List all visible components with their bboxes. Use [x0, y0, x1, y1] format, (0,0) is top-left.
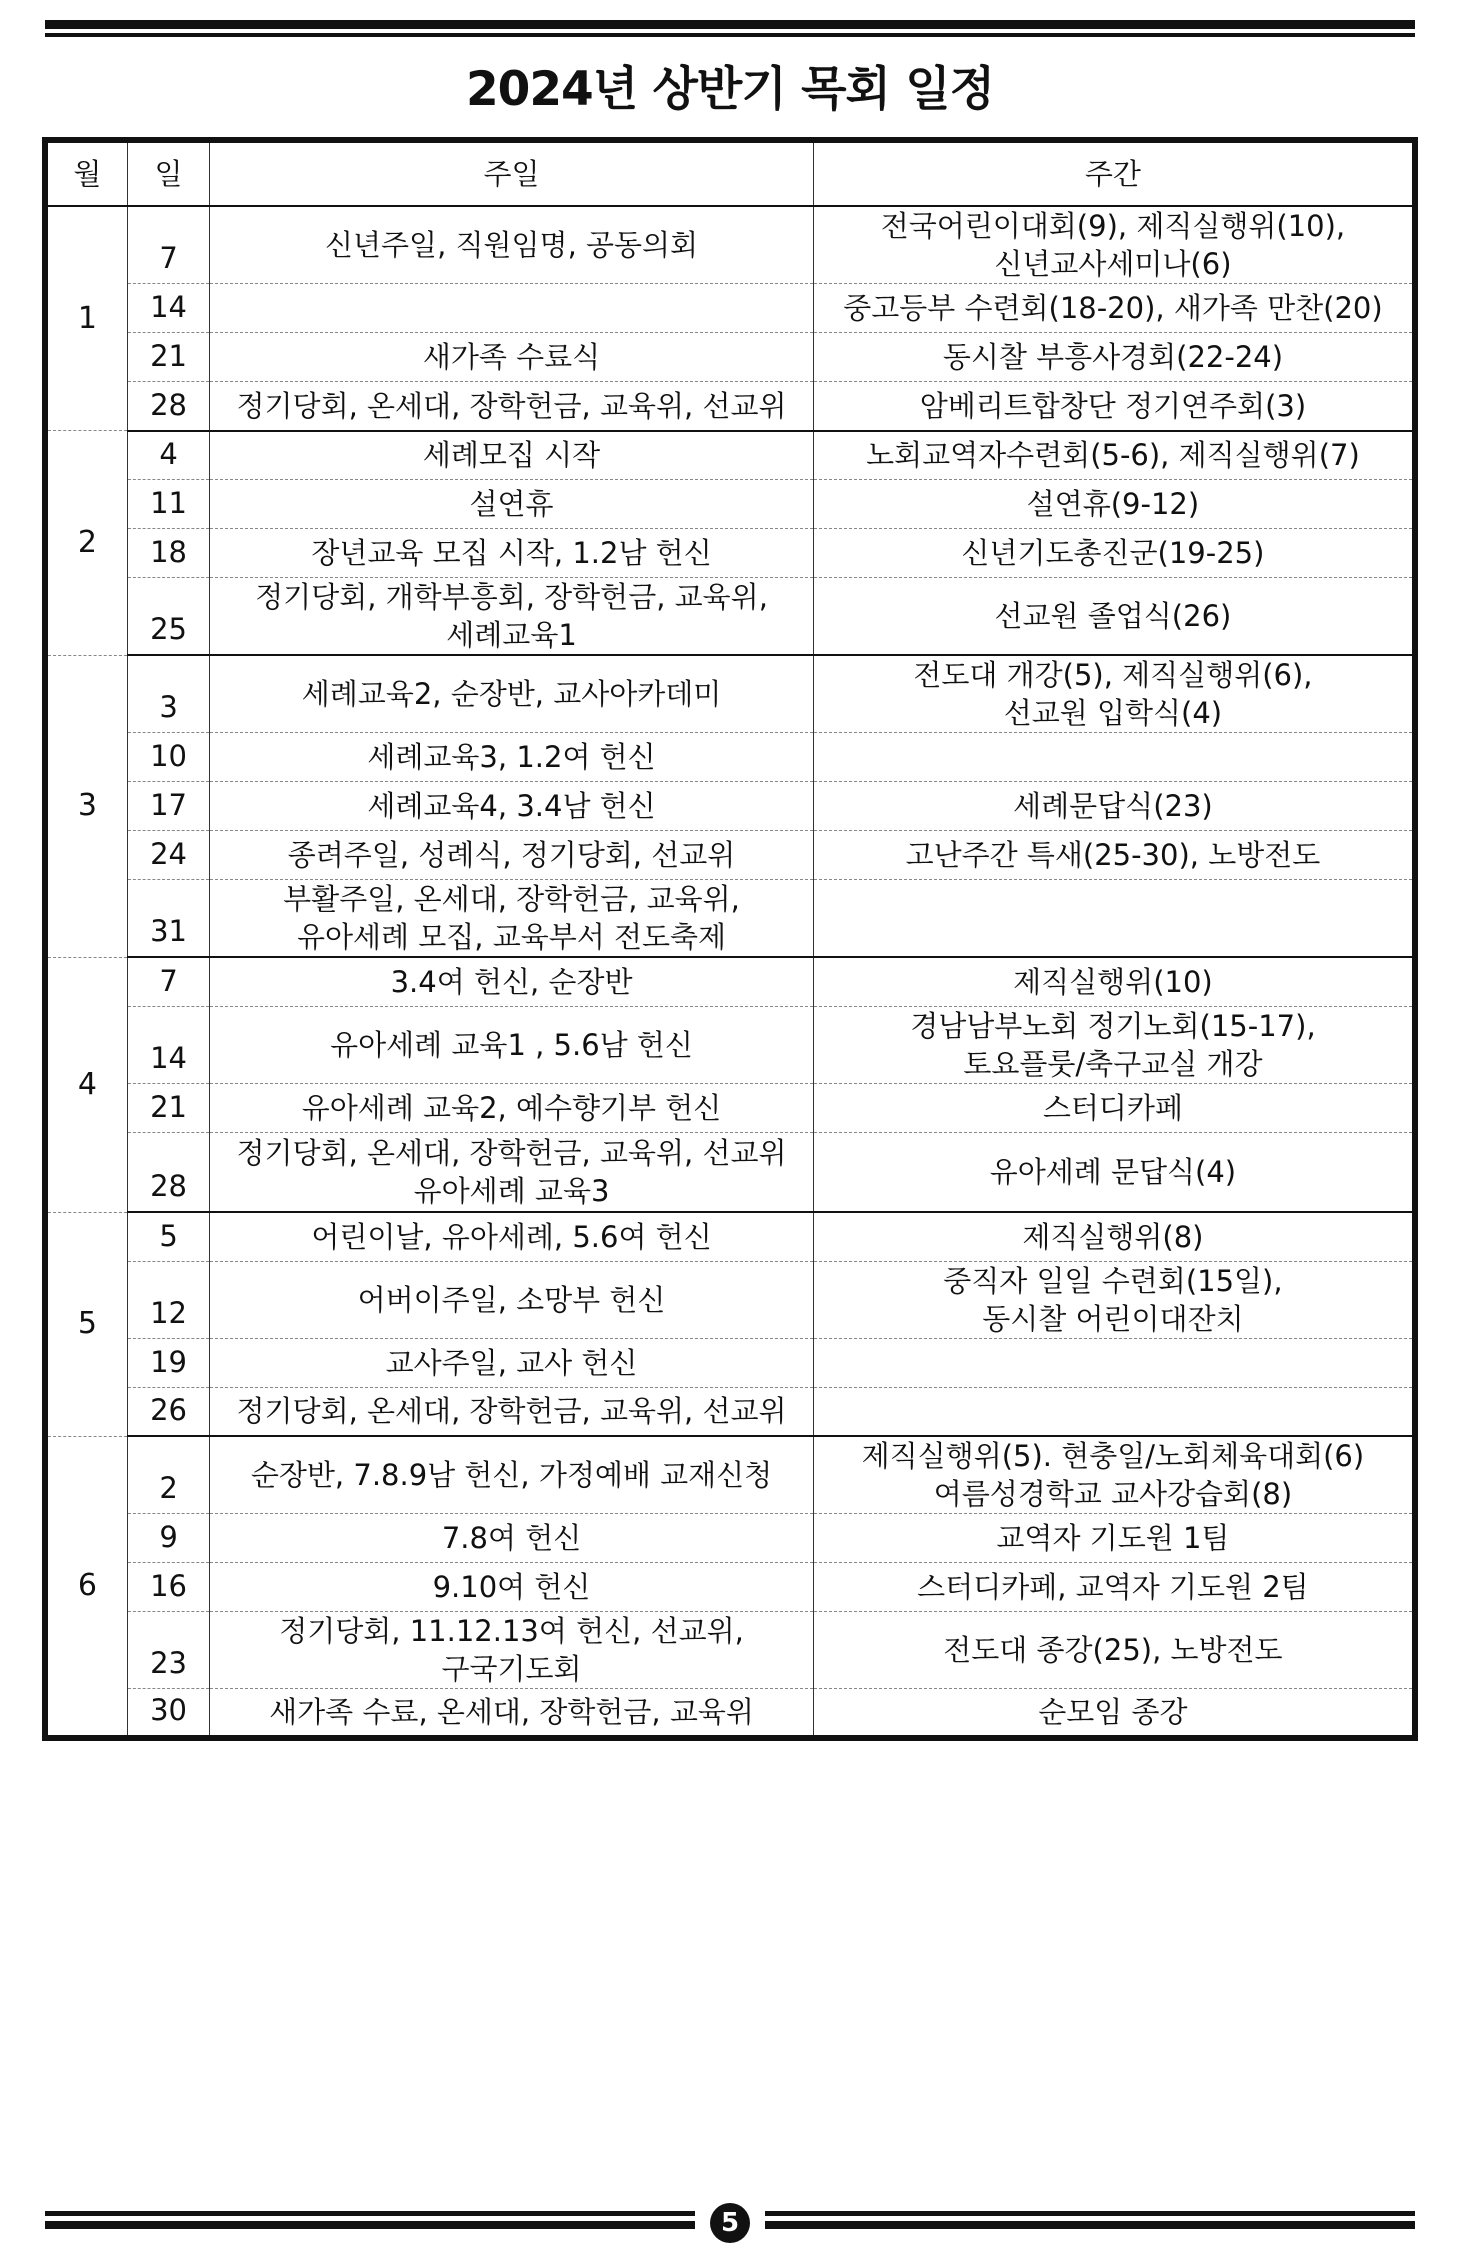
- day-cell-text: 19: [150, 1344, 187, 1379]
- day-cell: [127, 1132, 209, 1212]
- day-cell: [127, 880, 209, 958]
- day-cell: [127, 206, 209, 284]
- day-cell-text: 7: [159, 241, 178, 275]
- schedule-row: [45, 880, 1415, 958]
- sunday-events-cell: [210, 1338, 814, 1387]
- sunday-events-cell-text: 7.8여 헌신: [441, 1521, 582, 1555]
- day-cell: [127, 480, 209, 529]
- schedule-row: [45, 1689, 1415, 1738]
- weekday-events-cell-text: 동시찰 부흥사경회(22-24): [942, 340, 1284, 374]
- header-day: 일: [127, 140, 209, 206]
- sunday-events-cell-text: 어버이주일, 소망부 헌신: [357, 1282, 666, 1317]
- day-cell: [127, 1563, 209, 1612]
- day-cell: [127, 333, 209, 382]
- weekday-events-cell: [813, 1006, 1415, 1083]
- month-cell: 3: [45, 655, 127, 957]
- weekday-events-cell: [813, 284, 1415, 333]
- bottom-border-thin-left: [45, 2211, 695, 2216]
- day-cell-text: 5: [159, 1218, 178, 1253]
- weekday-events-cell-text: 신년기도총진군(19-25): [961, 536, 1265, 570]
- sunday-events-cell-text: 신년주일, 직원임명, 공동의회: [325, 228, 699, 262]
- sunday-events-cell-text: 정기당회, 온세대, 장학헌금, 교육위, 선교위: [236, 388, 787, 423]
- weekday-events-cell: [813, 480, 1415, 529]
- day-cell-text: 7: [159, 963, 178, 998]
- weekday-events-cell: [813, 578, 1415, 656]
- weekday-events-cell-text: 순모임 종강: [1038, 1694, 1188, 1729]
- schedule-row: [45, 831, 1415, 880]
- day-cell-text: 24: [150, 837, 187, 871]
- sunday-events-cell-text: 유아세례 교육1 , 5.6남 헌신: [330, 1027, 693, 1062]
- weekday-events-cell-text: 경남남부노회 정기노회(15-17), 토요플룻/축구교실 개강: [910, 1008, 1316, 1081]
- sunday-events-cell-text: 설연휴: [469, 487, 554, 521]
- schedule-row: [45, 206, 1415, 284]
- schedule-row: [45, 782, 1415, 831]
- schedule-row: [45, 382, 1415, 431]
- sunday-events-cell: [210, 431, 814, 480]
- day-cell: [127, 578, 209, 656]
- weekday-events-cell: [813, 1338, 1415, 1387]
- schedule-row: [45, 1083, 1415, 1132]
- schedule-row: [45, 1338, 1415, 1387]
- schedule-row: [45, 1261, 1415, 1338]
- day-cell: [127, 733, 209, 782]
- weekday-events-cell: [813, 1436, 1415, 1514]
- day-cell-text: 12: [150, 1295, 187, 1330]
- weekday-events-cell-text: 유아세례 문답식(4): [989, 1154, 1237, 1189]
- header-week: 주간: [813, 140, 1415, 206]
- weekday-events-cell: [813, 831, 1415, 880]
- sunday-events-cell: [210, 733, 814, 782]
- sunday-events-cell-text: 종려주일, 성례식, 정기당회, 선교위: [287, 838, 736, 872]
- header-sunday: 주일: [210, 140, 814, 206]
- top-border-thin: [45, 33, 1415, 37]
- sunday-events-cell: [210, 1387, 814, 1436]
- sunday-events-cell: [210, 333, 814, 382]
- weekday-events-cell-text: 제직실행위(8): [1022, 1219, 1204, 1254]
- sunday-events-cell-text: 정기당회, 개학부흥회, 장학헌금, 교육위, 세례교육1: [255, 580, 768, 652]
- sunday-events-cell-text: 유아세례 교육2, 예수향기부 헌신: [301, 1090, 722, 1125]
- sunday-events-cell-text: 정기당회, 11.12.13여 헌신, 선교위, 구국기도회: [279, 1614, 744, 1686]
- schedule-row: [45, 333, 1415, 382]
- schedule-body: [45, 206, 1415, 1738]
- day-cell: [127, 957, 209, 1006]
- weekday-events-cell: [813, 1387, 1415, 1436]
- day-cell-text: 4: [159, 437, 178, 471]
- sunday-events-cell-text: 새가족 수료, 온세대, 장학헌금, 교육위: [269, 1694, 754, 1729]
- sunday-events-cell-text: 어린이날, 유아세례, 5.6여 헌신: [311, 1219, 712, 1254]
- day-cell: [127, 284, 209, 333]
- sunday-events-cell-text: 장년교육 모집 시작, 1.2남 헌신: [311, 536, 712, 570]
- day-cell: [127, 1261, 209, 1338]
- day-cell-text: 17: [150, 788, 187, 822]
- weekday-events-cell-text: 전국어린이대회(9), 제직실행위(10), 신년교사세미나(6): [880, 209, 1346, 281]
- day-cell: [127, 1212, 209, 1261]
- month-cell: 2: [45, 431, 127, 656]
- day-cell: [127, 782, 209, 831]
- day-cell: [127, 529, 209, 578]
- sunday-events-cell-text: 정기당회, 온세대, 장학헌금, 교육위, 선교위 유아세례 교육3: [236, 1135, 787, 1208]
- schedule-row: [45, 1387, 1415, 1436]
- day-cell-text: 25: [150, 612, 187, 646]
- sunday-events-cell-text: 부활주일, 온세대, 장학헌금, 교육위, 유아세례 모집, 교육부서 전도축제: [283, 882, 740, 954]
- sunday-events-cell: [210, 578, 814, 656]
- bottom-border-thick-left: [45, 2221, 695, 2229]
- weekday-events-cell-text: 중고등부 수련회(18-20), 새가족 만찬(20): [843, 291, 1383, 325]
- sunday-events-cell-text: 교사주일, 교사 헌신: [385, 1345, 638, 1380]
- schedule-row: [45, 284, 1415, 333]
- weekday-events-cell: [813, 782, 1415, 831]
- weekday-events-cell-text: 설연휴(9-12): [1026, 487, 1200, 521]
- day-cell-text: 11: [150, 486, 187, 520]
- schedule-row: [45, 655, 1415, 733]
- top-border-thick: [45, 20, 1415, 29]
- sunday-events-cell: [210, 382, 814, 431]
- schedule-row: [45, 1436, 1415, 1514]
- day-cell-text: 3: [159, 690, 178, 724]
- weekday-events-cell: [813, 1261, 1415, 1338]
- weekday-events-cell-text: 중직자 일일 수련회(15일), 동시찰 어린이대잔치: [943, 1263, 1283, 1336]
- weekday-events-cell-text: 고난주간 특새(25-30), 노방전도: [905, 838, 1321, 872]
- day-cell-text: 28: [150, 1169, 187, 1203]
- day-cell-text: 14: [150, 1040, 187, 1075]
- weekday-events-cell-text: 선교원 졸업식(26): [994, 599, 1232, 633]
- header-month: 월: [45, 140, 127, 206]
- schedule-row: [45, 733, 1415, 782]
- bottom-border-thick-right: [765, 2221, 1415, 2229]
- sunday-events-cell: [210, 1261, 814, 1338]
- day-cell: [127, 1006, 209, 1083]
- weekday-events-cell: [813, 529, 1415, 578]
- schedule-table: [42, 137, 1418, 1741]
- schedule-row: [45, 1563, 1415, 1612]
- sunday-events-cell: [210, 206, 814, 284]
- day-cell-text: 16: [150, 1569, 187, 1603]
- weekday-events-cell: [813, 431, 1415, 480]
- sunday-events-cell: [210, 655, 814, 733]
- sunday-events-cell: [210, 957, 814, 1006]
- weekday-events-cell-text: 교역자 기도원 1팀: [996, 1521, 1230, 1555]
- weekday-events-cell-text: 노회교역자수련회(5-6), 제직실행위(7): [866, 438, 1360, 473]
- day-cell-text: 18: [150, 535, 187, 569]
- sunday-events-cell: [210, 1212, 814, 1261]
- weekday-events-cell: [813, 733, 1415, 782]
- weekday-events-cell: [813, 382, 1415, 431]
- sunday-events-cell: [210, 1689, 814, 1738]
- month-cell: 6: [45, 1436, 127, 1738]
- day-cell-text: 26: [150, 1393, 187, 1427]
- day-cell-text: 2: [159, 1471, 178, 1505]
- sunday-events-cell-text: 순장반, 7.8.9남 헌신, 가정예배 교재신청: [250, 1458, 773, 1492]
- weekday-events-cell: [813, 1563, 1415, 1612]
- sunday-events-cell-text: 세례교육2, 순장반, 교사아카데미: [301, 677, 722, 711]
- day-cell: [127, 1514, 209, 1563]
- day-cell: [127, 1083, 209, 1132]
- sunday-events-cell-text: 정기당회, 온세대, 장학헌금, 교육위, 선교위: [236, 1394, 787, 1429]
- day-cell: [127, 1689, 209, 1738]
- day-cell-text: 28: [150, 387, 187, 422]
- sunday-events-cell-text: 세례교육4, 3.4남 헌신: [367, 789, 656, 823]
- sunday-events-cell: [210, 1436, 814, 1514]
- sunday-events-cell: [210, 782, 814, 831]
- weekday-events-cell: [813, 333, 1415, 382]
- schedule-row: [45, 1212, 1415, 1261]
- sunday-events-cell-text: 9.10여 헌신: [432, 1570, 591, 1604]
- schedule-row: [45, 957, 1415, 1006]
- sunday-events-cell: [210, 1514, 814, 1563]
- schedule-row: [45, 1006, 1415, 1083]
- weekday-events-cell-text: 세례문답식(23): [1013, 789, 1213, 823]
- sunday-events-cell-text: 세례모집 시작: [422, 438, 601, 473]
- schedule-row: [45, 1514, 1415, 1563]
- page-number-badge: 5: [710, 2203, 750, 2243]
- weekday-events-cell: [813, 1083, 1415, 1132]
- day-cell-text: 21: [150, 1089, 187, 1124]
- day-cell-text: 14: [150, 290, 187, 324]
- day-cell: [127, 431, 209, 480]
- sunday-events-cell: [210, 831, 814, 880]
- sunday-events-cell: [210, 1563, 814, 1612]
- header-row: [45, 140, 1415, 206]
- weekday-events-cell-text: 전도대 종강(25), 노방전도: [943, 1633, 1283, 1667]
- day-cell-text: 9: [159, 1520, 178, 1554]
- page-title: 2024년 상반기 목회 일정: [465, 62, 995, 117]
- day-cell-text: 31: [150, 914, 187, 948]
- sunday-events-cell-text: 새가족 수료식: [422, 340, 601, 374]
- sunday-events-cell: [210, 1006, 814, 1083]
- weekday-events-cell: [813, 880, 1415, 958]
- month-cell: 4: [45, 957, 127, 1212]
- weekday-events-cell: [813, 655, 1415, 733]
- weekday-events-cell: [813, 1612, 1415, 1689]
- sunday-events-cell: [210, 1612, 814, 1689]
- sunday-events-cell: [210, 529, 814, 578]
- schedule-row: [45, 431, 1415, 480]
- month-cell: 5: [45, 1212, 127, 1436]
- weekday-events-cell-text: 제직실행위(5). 현충일/노회체육대회(6) 여름성경학교 교사강습회(8): [861, 1439, 1365, 1511]
- schedule-row: [45, 578, 1415, 656]
- weekday-events-cell-text: 암베리트합창단 정기연주회(3): [919, 388, 1307, 423]
- sunday-events-cell: [210, 880, 814, 958]
- bottom-border-thin-right: [765, 2211, 1415, 2216]
- sunday-events-cell: [210, 1132, 814, 1212]
- day-cell: [127, 1436, 209, 1514]
- schedule-row: [45, 1132, 1415, 1212]
- sunday-events-cell: [210, 1083, 814, 1132]
- day-cell: [127, 382, 209, 431]
- day-cell: [127, 831, 209, 880]
- weekday-events-cell: [813, 957, 1415, 1006]
- weekday-events-cell-text: 전도대 개강(5), 제직실행위(6), 선교원 입학식(4): [913, 658, 1313, 730]
- month-cell: 1: [45, 206, 127, 431]
- weekday-events-cell: [813, 1212, 1415, 1261]
- day-cell-text: 21: [150, 339, 187, 373]
- day-cell: [127, 655, 209, 733]
- weekday-events-cell-text: 제직실행위(10): [1013, 964, 1213, 999]
- weekday-events-cell: [813, 1132, 1415, 1212]
- schedule-row: [45, 1612, 1415, 1689]
- sunday-events-cell-text: 세례교육3, 1.2여 헌신: [367, 740, 656, 774]
- day-cell-text: 10: [150, 739, 187, 773]
- sunday-events-cell-text: 3.4여 헌신, 순장반: [390, 964, 633, 999]
- weekday-events-cell: [813, 1514, 1415, 1563]
- day-cell: [127, 1338, 209, 1387]
- weekday-events-cell: [813, 1689, 1415, 1738]
- day-cell-text: 30: [150, 1692, 187, 1727]
- day-cell-text: 23: [150, 1646, 187, 1680]
- weekday-events-cell: [813, 206, 1415, 284]
- day-cell: [127, 1612, 209, 1689]
- weekday-events-cell-text: 스터디카페, 교역자 기도원 2팀: [917, 1570, 1309, 1604]
- day-cell: [127, 1387, 209, 1436]
- weekday-events-cell-text: 스터디카페: [1042, 1090, 1183, 1125]
- schedule-row: [45, 480, 1415, 529]
- sunday-events-cell: [210, 284, 814, 333]
- sunday-events-cell: [210, 480, 814, 529]
- schedule-row: [45, 529, 1415, 578]
